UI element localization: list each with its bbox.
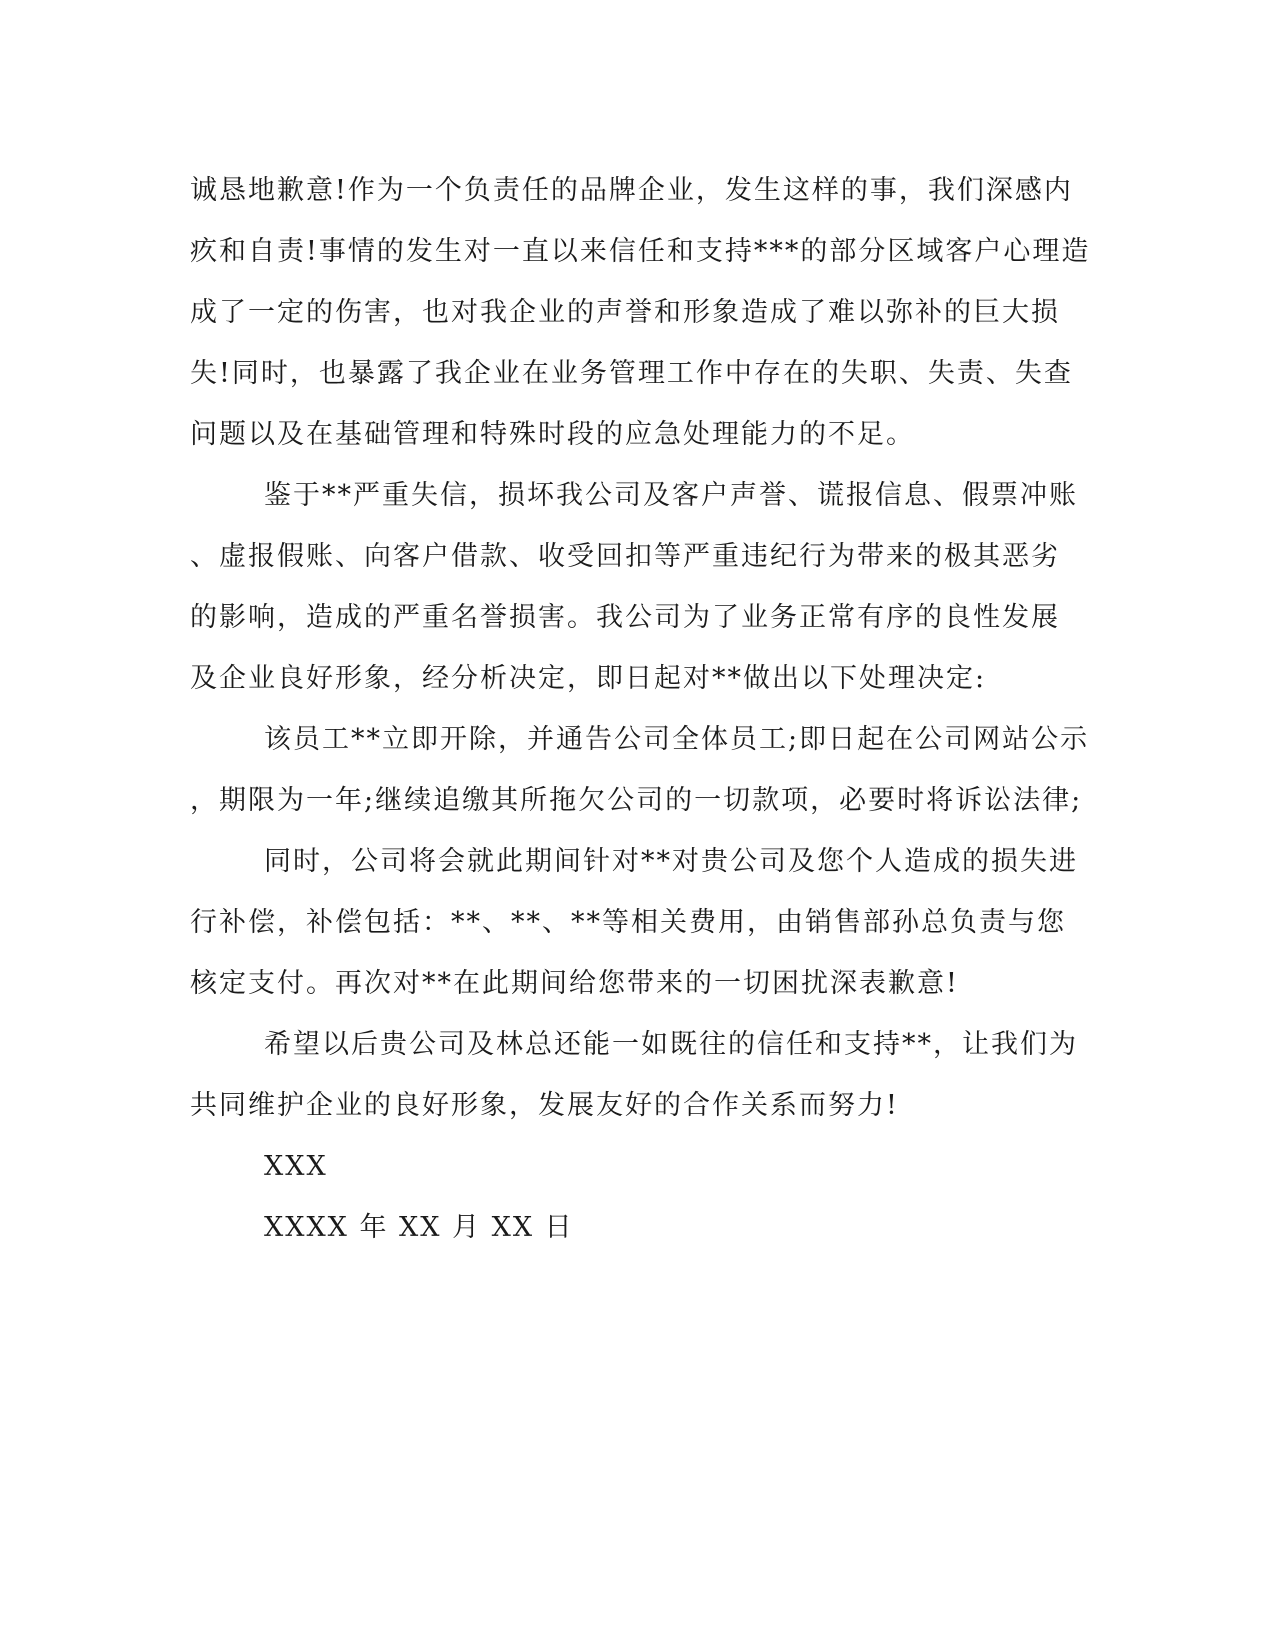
paragraph-line: 成了一定的伤害，也对我企业的声誉和形象造成了难以弥补的巨大损: [190, 297, 1060, 328]
paragraph-line: 核定支付。再次对**在此期间给您带来的一切困扰深表歉意!: [190, 968, 959, 999]
paragraph-line: 同时，公司将会就此期间针对**对贵公司及您个人造成的损失进: [264, 846, 1078, 877]
paragraph-line: 诚恳地歉意!作为一个负责任的品牌企业，发生这样的事，我们深感内: [190, 175, 1073, 206]
paragraph-line: 失!同时，也暴露了我企业在业务管理工作中存在的失职、失责、失查: [190, 358, 1073, 389]
paragraph-line: 的影响，造成的严重名誉损害。我公司为了业务正常有序的良性发展: [190, 602, 1060, 633]
paragraph-line: 该员工**立即开除，并通告公司全体员工;即日起在公司网站公示: [264, 724, 1090, 755]
paragraph-line: 鉴于**严重失信，损坏我公司及客户声誉、谎报信息、假票冲账: [264, 480, 1078, 511]
paragraph-line: 共同维护企业的良好形象，发展友好的合作关系而努力!: [190, 1090, 899, 1121]
paragraph-line: ，期限为一年;继续追缴其所拖欠公司的一切款项，必要时将诉讼法律;: [190, 785, 1083, 816]
paragraph-line: 、虚报假账、向客户借款、收受回扣等严重违纪行为带来的极其恶劣: [190, 541, 1060, 572]
paragraph-line: 及企业良好形象，经分析决定，即日起对**做出以下处理决定:: [190, 663, 987, 694]
letter-body: [190, 160, 1090, 1258]
paragraph-line: 问题以及在基础管理和特殊时段的应急处理能力的不足。: [190, 419, 915, 450]
paragraph-line: 行补偿，补偿包括：**、**、**等相关费用，由销售部孙总负责与您: [190, 907, 1066, 938]
signature: XXX: [264, 1151, 328, 1182]
paragraph-line: 疚和自责!事情的发生对一直以来信任和支持***的部分区域客户心理造: [190, 236, 1091, 267]
paragraph-line: 希望以后贵公司及林总还能一如既往的信任和支持**，让我们为: [264, 1029, 1078, 1060]
date-line: XXXX 年 XX 月 XX 日: [264, 1212, 574, 1243]
